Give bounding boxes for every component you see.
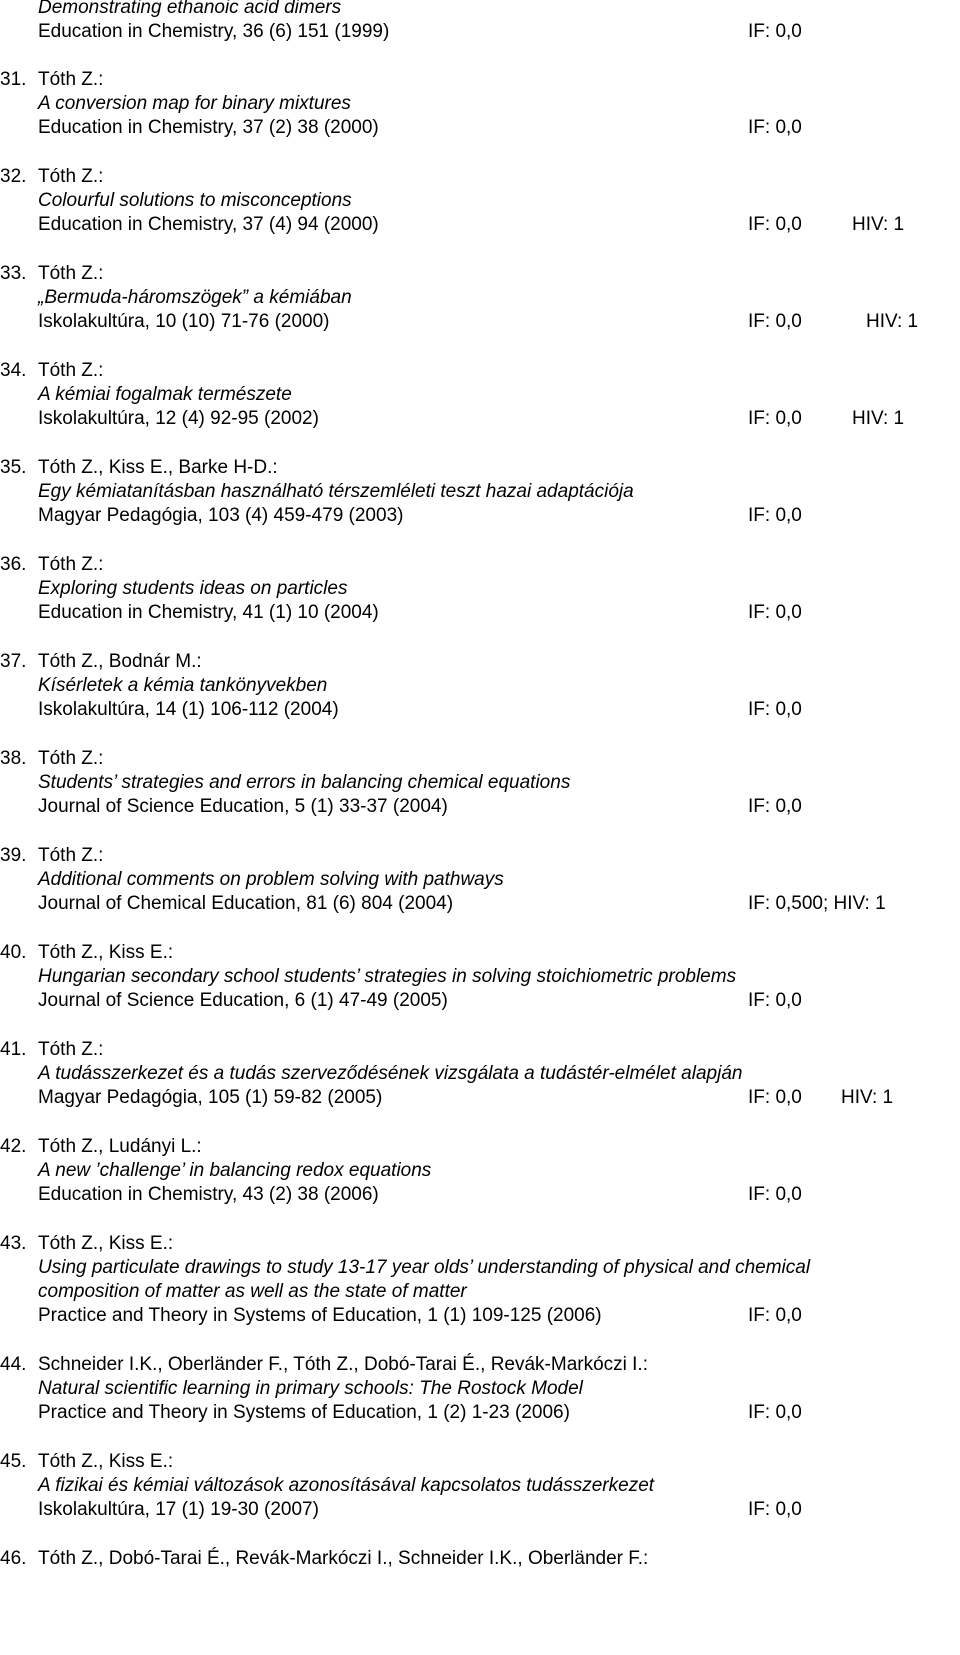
entry-43-if: IF: 0,0 [748,1305,802,1326]
entry-34-hiv: HIV: 1 [852,408,905,429]
entry-number: 34. [0,360,27,381]
entry-number: 46. [0,1548,27,1569]
entry-authors: Tóth Z.: [38,166,104,187]
entry-38-source: Journal of Science Education, 5 (1) 33-37 (2004) [38,796,448,817]
entry-authors: Tóth Z., Dobó-Tarai É., Revák-Markóczi I., Schneider I.K., Oberländer F.: [38,1548,649,1569]
entry-37-if: IF: 0,0 [748,699,802,720]
entry-number: 39. [0,845,27,866]
entry-35-title: Egy kémiatanításban használható térszemléleti teszt hazai adaptációja [38,481,634,502]
entry-45-source: Iskolakultúra, 17 (1) 19-30 (2007) [38,1499,319,1520]
entry-33-if: IF: 0,0 [748,311,802,332]
entry-41-title: A tudásszerkezet és a tudás szerveződésének vizsgálata a tudástér-elmélet alapján [38,1063,743,1084]
entry-41-if: IF: 0,0 [748,1087,802,1108]
entry-45-header [0,1450,173,1474]
entry-37-title: Kísérletek a kémia tankönyvekben [38,675,328,696]
entry-authors: Tóth Z.: [38,748,104,769]
entry-42-source: Education in Chemistry, 43 (2) 38 (2006) [38,1184,379,1205]
entry-32-title: Colourful solutions to misconceptions [38,190,352,211]
entry-number: 41. [0,1039,27,1060]
entry-34-header [0,359,103,383]
entry-45-title: A fizikai és kémiai változások azonosításával kapcsolatos tudásszerkezet [38,1475,655,1496]
entry-number: 45. [0,1451,27,1472]
entry-43-title: Using particulate drawings to study 13-17 year olds’ understanding of physical and chemical [38,1257,811,1278]
entry-44-if: IF: 0,0 [748,1402,802,1423]
entry-38-if: IF: 0,0 [748,796,802,817]
entry-30-source: Education in Chemistry, 36 (6) 151 (1999) [38,21,390,42]
entry-33-header [0,262,103,286]
entry-authors: Tóth Z.: [38,263,104,284]
entry-33-source: Iskolakultúra, 10 (10) 71-76 (2000) [38,311,330,332]
entry-36-source: Education in Chemistry, 41 (1) 10 (2004) [38,602,379,623]
entry-31-if: IF: 0,0 [748,117,802,138]
entry-authors: Tóth Z.: [38,554,104,575]
entry-39-source: Journal of Chemical Education, 81 (6) 804 (2004) [38,893,454,914]
entry-40-if: IF: 0,0 [748,990,802,1011]
entry-44-header [0,1353,648,1377]
entry-42-header [0,1135,202,1159]
entry-38-title: Students’ strategies and errors in balancing chemical equations [38,772,571,793]
entry-authors: Schneider I.K., Oberländer F., Tóth Z., Dobó-Tarai É., Revák-Markóczi I.: [38,1354,648,1375]
entry-39-title: Additional comments on problem solving with pathways [38,869,504,890]
entry-number: 37. [0,651,27,672]
entry-36-header [0,553,103,577]
entry-41-header [0,1038,103,1062]
entry-43-title-line2: composition of matter as well as the state of matter [38,1281,467,1302]
entry-44-title: Natural scientific learning in primary schools: The Rostock Model [38,1378,583,1399]
entry-40-source: Journal of Science Education, 6 (1) 47-49 (2005) [38,990,448,1011]
entry-authors: Tóth Z., Kiss E.: [38,1233,174,1254]
entry-34-if: IF: 0,0 [748,408,802,429]
entry-number: 40. [0,942,27,963]
entry-authors: Tóth Z., Ludányi L.: [38,1136,202,1157]
entry-authors: Tóth Z.: [38,360,104,381]
entry-number: 38. [0,748,27,769]
entry-40-title: Hungarian secondary school students’ strategies in solving stoichiometric problems [38,966,737,987]
entry-authors: Tóth Z., Bodnár M.: [38,651,202,672]
entry-number: 31. [0,69,27,90]
entry-32-header [0,165,103,189]
entry-authors: Tóth Z.: [38,845,104,866]
entry-40-header [0,941,173,965]
entry-43-source: Practice and Theory in Systems of Education, 1 (1) 109-125 (2006) [38,1305,602,1326]
entry-35-source: Magyar Pedagógia, 103 (4) 459-479 (2003) [38,505,404,526]
entry-authors: Tóth Z.: [38,1039,104,1060]
entry-34-source: Iskolakultúra, 12 (4) 92-95 (2002) [38,408,319,429]
entry-42-if: IF: 0,0 [748,1184,802,1205]
entry-32-source: Education in Chemistry, 37 (4) 94 (2000) [38,214,379,235]
entry-36-if: IF: 0,0 [748,602,802,623]
entry-33-title: „Bermuda-háromszögek” a kémiában [38,287,352,308]
entry-number: 43. [0,1233,27,1254]
entry-authors: Tóth Z.: [38,69,104,90]
entry-39-if: IF: 0,500; HIV: 1 [748,893,886,914]
entry-30-if: IF: 0,0 [748,21,802,42]
entry-32-hiv: HIV: 1 [852,214,905,235]
entry-37-header [0,650,202,674]
entry-number: 32. [0,166,27,187]
entry-35-header [0,456,278,480]
entry-41-source: Magyar Pedagógia, 105 (1) 59-82 (2005) [38,1087,383,1108]
entry-31-title: A conversion map for binary mixtures [38,93,351,114]
entry-authors: Tóth Z., Kiss E.: [38,1451,174,1472]
entry-33-hiv: HIV: 1 [866,311,919,332]
entry-38-header [0,747,103,771]
entry-31-header [0,68,103,92]
entry-39-header [0,844,103,868]
entry-authors: Tóth Z., Kiss E., Barke H-D.: [38,457,278,478]
entry-number: 33. [0,263,27,284]
entry-authors: Tóth Z., Kiss E.: [38,942,174,963]
entry-42-title: A new ’challenge’ in balancing redox equations [38,1160,432,1181]
entry-number: 42. [0,1136,27,1157]
entry-number: 35. [0,457,27,478]
entry-45-if: IF: 0,0 [748,1499,802,1520]
entry-35-if: IF: 0,0 [748,505,802,526]
entry-37-source: Iskolakultúra, 14 (1) 106-112 (2004) [38,699,339,720]
entry-32-if: IF: 0,0 [748,214,802,235]
entry-36-title: Exploring students ideas on particles [38,578,348,599]
entry-41-hiv: HIV: 1 [841,1087,894,1108]
entry-31-source: Education in Chemistry, 37 (2) 38 (2000) [38,117,379,138]
entry-43-header [0,1232,173,1256]
entry-46-header [0,1547,648,1571]
entry-34-title: A kémiai fogalmak természete [38,384,292,405]
entry-number: 36. [0,554,27,575]
entry-30-title: Demonstrating ethanoic acid dimers [38,0,342,18]
entry-44-source: Practice and Theory in Systems of Education, 1 (2) 1-23 (2006) [38,1402,570,1423]
entry-number: 44. [0,1354,27,1375]
